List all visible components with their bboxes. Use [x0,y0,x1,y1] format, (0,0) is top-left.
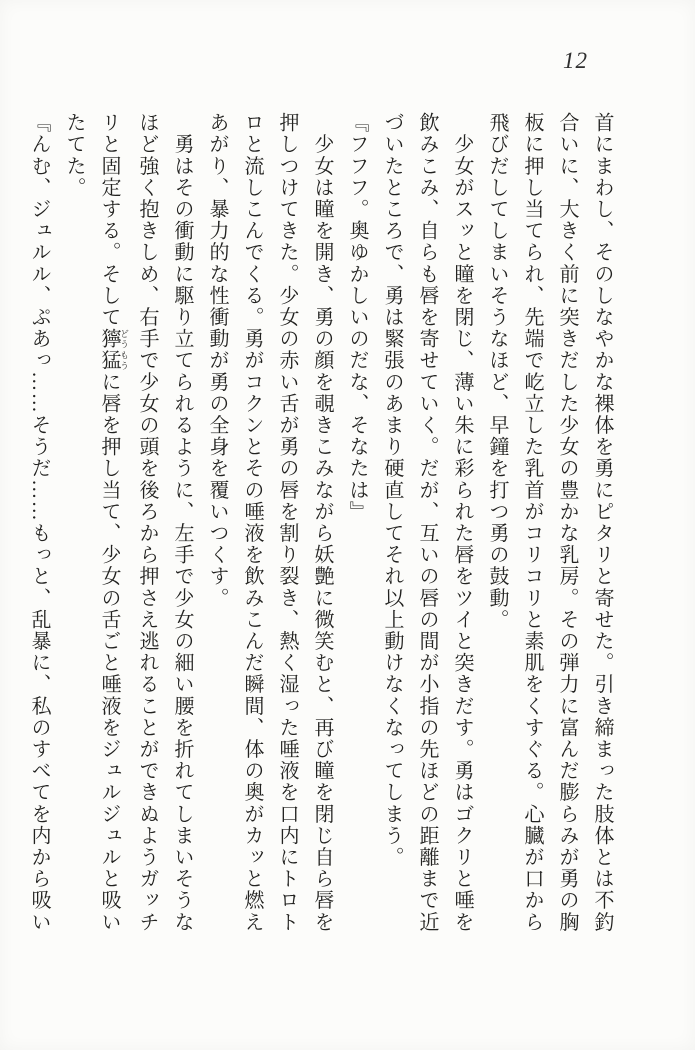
text-line: 板に押し当てられ、先端で屹立した乳首がコリコリと素肌をくすぐる。心臓が口から [521,112,543,933]
text-line: 合いに、大きく前に突きだした少女の豊かな乳房。その弾力に富んだ膨らみが勇の胸 [556,112,578,933]
text-line: 勇はその衝動に駆り立てられるように、左手で少女の細い腰を折れてしまいそうな [171,112,193,933]
text-line: 飲みこみ、自らも唇を寄せていく。だが、互いの唇の間が小指の先ほどの距離まで近 [416,112,438,933]
text-line: たてた。 [63,112,85,199]
text-line: 飛びだしてしまいそうなほど、早鐘を打つ勇の鼓動。 [486,112,508,631]
text-line: 『フフフ。奥ゆかしいのだな、そなたは』 [346,112,368,523]
text-block [21,112,619,934]
text-line: 少女は瞳を開き、勇の顔を覗きこみながら妖艶に微笑むと、再び瞳を閉じ自ら唇を [311,112,333,933]
page-number: 12 [563,48,588,73]
ruby-annotated-word: 獰猛 どうもう [98,328,129,372]
text-line: ほど強く抱きしめ、右手で少女の頭を後ろから押さえ逃れることができぬようガッチ [136,112,158,933]
text-line: あがり、暴力的な性衝動が勇の全身を覆いつくす。 [206,112,228,609]
text-line: づいたところで、勇は緊張のあまり硬直してそれ以上動けなくなってしまう。 [381,112,403,868]
text-line: 押しつけてきた。少女の赤い舌が勇の唇を割り裂き、熱く湿った唾液を口内にトロト [276,112,298,933]
text-line: ロと流しこんでくる。勇がコクンとその唾液を飲みこんだ瞬間、体の奥がカッと燃え [241,112,263,933]
text-line: 少女がスッと瞳を閉じ、薄い朱に彩られた唇をツイと突きだす。勇はゴクリと唾を [451,112,473,933]
text-line: リと固定する。そして獰猛 どうもうに唇を押し当て、少女の舌ごと唾液をジュルジュルと吸い [98,112,129,933]
text-line: 『んむ、ジュルル、ぷあっ……そうだ……もっと、乱暴に、私のすべてを内から吸い [28,112,50,933]
text-line: 首にまわし、そのしなやかな裸体を勇にピタリと寄せた。引き締まった肢体とは不釣 [591,112,613,933]
